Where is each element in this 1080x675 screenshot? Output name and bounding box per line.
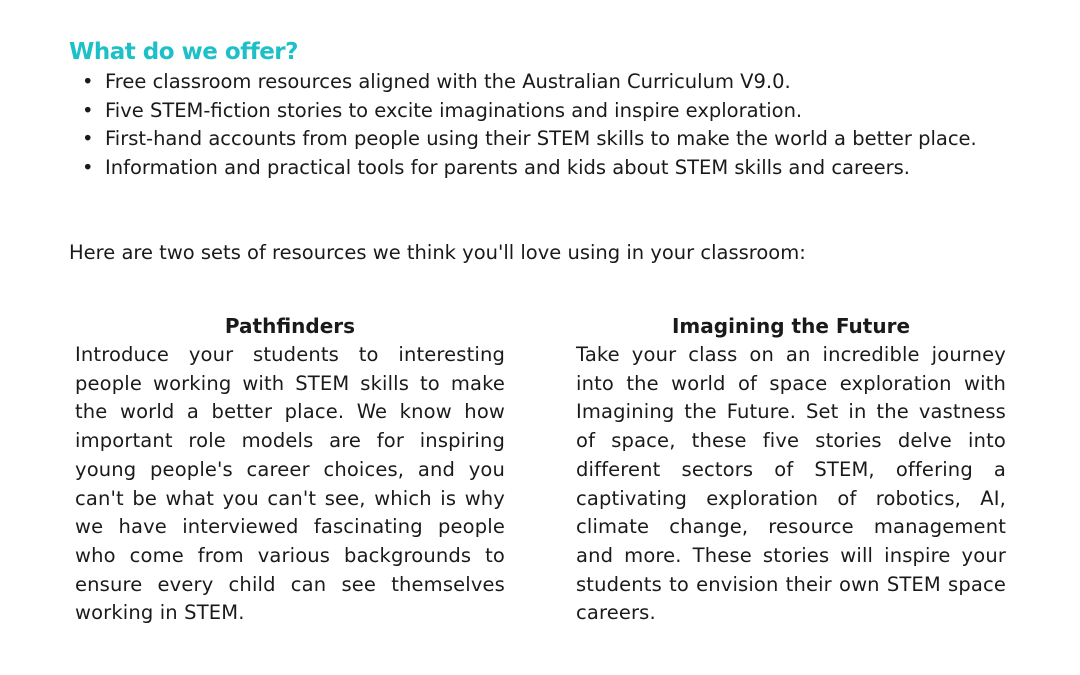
intro-text: Here are two sets of resources we think you'll love using in your classroom: [69, 241, 806, 264]
resource-description: Take your class on an incredible journey into the world of space exploration with Imagining the Future. Set in the vastness of space, these five stories delve into different sectors of STEM, offering a captivating exploration of robotics, AI, climate change, resource management and more. These stories will inspire your students to envision their own STEM space careers. [576, 343, 1006, 625]
list-item [82, 68, 1035, 97]
bullet-icon: • [82, 70, 94, 93]
resource-pathfinders [75, 312, 505, 628]
resource-description: Introduce your students to interesting people working with STEM skills to make the world a better place. We know how important role models are for inspiring young people's career choices, and you can't be what you can't see, which is why we have interviewed fascinating people who come from various backgrounds to ensure every child can see themselves working in STEM. [75, 343, 505, 625]
list-item-text: Five STEM-fiction stories to excite imaginations and inspire exploration. [105, 98, 803, 122]
list-item [82, 97, 1035, 126]
list-item [82, 154, 1035, 183]
bullet-icon: • [82, 98, 94, 122]
section-heading: What do we offer? [69, 39, 298, 65]
resource-title: Imagining the Future [671, 314, 911, 338]
list-item-text: Information and practical tools for parents and kids about STEM skills and careers. [105, 156, 910, 180]
bullet-icon: • [82, 156, 94, 180]
list-item-text: Free classroom resources aligned with the Australian Curriculum V9.0. [105, 70, 791, 93]
resource-imagining-the-future [576, 312, 1006, 628]
resource-title: Pathfinders [224, 314, 356, 338]
list-item-text: First-hand accounts from people using their STEM skills to make the world a better place. [105, 127, 977, 151]
bullet-icon: • [82, 127, 94, 151]
offer-list [69, 68, 1035, 183]
list-item [82, 125, 1035, 154]
